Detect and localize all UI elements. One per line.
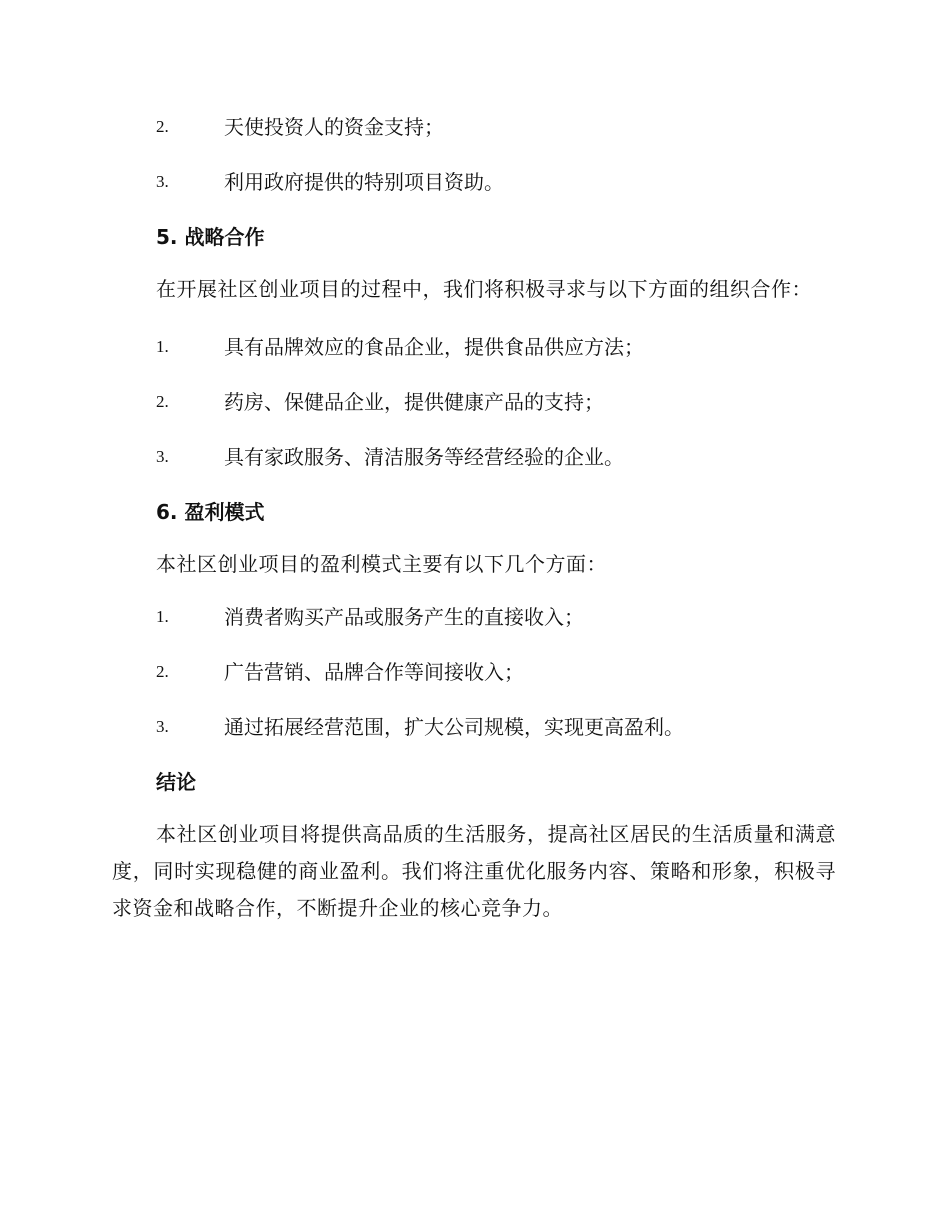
list-text: 广告营销、品牌合作等间接收入； bbox=[224, 660, 524, 684]
list-number: 2. bbox=[156, 392, 169, 411]
section-intro-paragraph: 本社区创业项目的盈利模式主要有以下几个方面： bbox=[156, 552, 607, 576]
section-heading-strategic-cooperation: 5. 战略合作 bbox=[156, 225, 265, 249]
list-item bbox=[112, 106, 836, 161]
list-item bbox=[112, 161, 836, 216]
list-text: 利用政府提供的特别项目资助。 bbox=[224, 170, 504, 194]
list-text: 具有家政服务、清洁服务等经营经验的企业。 bbox=[224, 445, 624, 469]
section-heading-conclusion: 结论 bbox=[156, 770, 196, 794]
list-number: 3. bbox=[156, 447, 169, 466]
list-item bbox=[112, 706, 836, 761]
conclusion-paragraph: 本社区创业项目将提供高品质的生活服务，提高社区居民的生活质量和满意度，同时实现稳健的商业盈利。我们将注重优化服务内容、策略和形象，积极寻求资金和战略合作，不断提升企业的核心竞争力。 bbox=[112, 822, 836, 920]
list-item bbox=[112, 436, 836, 491]
section-intro-paragraph: 在开展社区创业项目的过程中，我们将积极寻求与以下方面的组织合作： bbox=[156, 277, 812, 301]
list-number: 2. bbox=[156, 662, 169, 681]
list-text: 通过拓展经营范围，扩大公司规模，实现更高盈利。 bbox=[224, 715, 684, 739]
list-item bbox=[112, 326, 836, 381]
list-text: 药房、保健品企业，提供健康产品的支持； bbox=[224, 390, 604, 414]
list-item bbox=[112, 596, 836, 651]
list-text: 天使投资人的资金支持； bbox=[224, 115, 444, 139]
list-number: 1. bbox=[156, 607, 169, 626]
list-text: 具有品牌效应的食品企业，提供食品供应方法； bbox=[224, 335, 644, 359]
list-number: 3. bbox=[156, 717, 169, 736]
list-number: 2. bbox=[156, 117, 169, 136]
list-number: 3. bbox=[156, 172, 169, 191]
list-item bbox=[112, 381, 836, 436]
section-heading-profit-model: 6. 盈利模式 bbox=[156, 500, 265, 524]
list-text: 消费者购买产品或服务产生的直接收入； bbox=[224, 605, 584, 629]
list-number: 1. bbox=[156, 337, 169, 356]
list-item bbox=[112, 651, 836, 706]
document-content bbox=[112, 106, 836, 945]
